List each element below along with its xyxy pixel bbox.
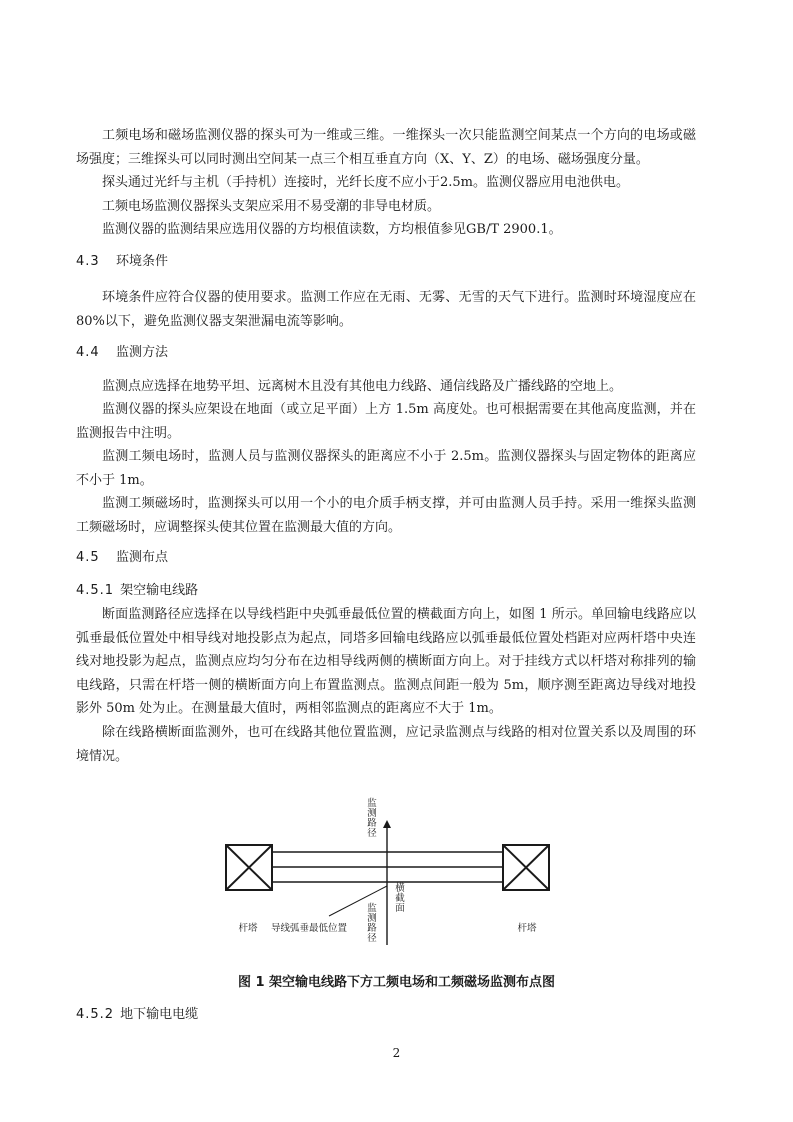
section-title: 监测布点 bbox=[116, 550, 169, 565]
tower-right-icon bbox=[503, 845, 549, 890]
figure-1-diagram bbox=[0, 790, 793, 960]
paragraph-rms-reading: 监测仪器的监测结果应选用仪器的方均根值读数，方均根值参见GB/T 2900.1。 bbox=[102, 222, 562, 237]
paragraph-electric-field: 监测工频电场时，监测人员与监测仪器探头的距离应不小于 2.5m。监测仪器探头与固定物体的距离应不小于 1m。 bbox=[76, 449, 696, 488]
page-number: 2 bbox=[392, 1046, 401, 1060]
tower-left-icon bbox=[226, 845, 272, 890]
paragraph-site-selection: 监测点应选择在地势平坦、远离树木且没有其他电力线路、通信线路及广播线路的空地上。 bbox=[102, 379, 623, 394]
paragraph-environment: 环境条件应符合仪器的使用要求。监测工作应在无雨、无雾、无雪的天气下进行。监测时环境湿度应在 80%以下，避免监测仪器支架泄漏电流等影响。 bbox=[76, 290, 696, 329]
label-lowest-point: 导线弧垂最低位置 bbox=[270, 923, 348, 934]
section-heading-4-5 bbox=[76, 549, 168, 567]
paragraph-probe-support: 工频电场监测仪器探头支架应采用不易受潮的非导电材质。 bbox=[102, 199, 441, 214]
section-title: 环境条件 bbox=[116, 254, 169, 269]
section-title: 监测方法 bbox=[116, 345, 169, 360]
section-heading-4-4 bbox=[76, 344, 168, 362]
paragraph-cross-section-path: 断面监测路径应选择在以导线档距中央弧垂最低位置的横截面方向上，如图 1 所示。单回输电线路应以弧垂最低位置处中相导线对地投影点为起点，同塔多回输电线路应以弧垂最低位置处档距对应两杆塔中央连线对地投影为起点，监测点应均匀分布在边相导线两侧的横断面方向上。对于挂线方式以杆塔对称排列的输电线路，只需在杆塔一侧的横断面方向上布置监测点。监测点间距一般为 5m，顺序测至距离边导线对地投影外 50m 处为止。在测量最大值时，两相邻监测点的距离应不大于 1m。 bbox=[76, 607, 696, 716]
figure-caption: 图 1 架空输电线路下方工频电场和工频磁场监测布点图 bbox=[237, 975, 556, 990]
subsection-title: 架空输电线路 bbox=[120, 583, 199, 598]
paragraph-probe-height: 监测仪器的探头应架设在地面（或立足平面）上方 1.5m 高度处。也可根据需要在其他高度监测，并在监测报告中注明。 bbox=[76, 402, 696, 441]
paragraph-fiber-length: 探头通过光纤与主机（手持机）连接时，光纤长度不应小于2.5m。监测仪器应用电池供电。 bbox=[102, 175, 630, 190]
subsection-number: 4.5.2 bbox=[76, 1007, 115, 1022]
label-path-top: 监测路径 bbox=[367, 798, 377, 839]
paragraph-probe-dimensions: 工频电场和磁场监测仪器的探头可为一维或三维。一维探头一次只能监测空间某点一个方向的电场或磁场强度；三维探头可以同时测出空间某一点三个相互垂直方向（X、Y、Z）的电场、磁场强度分量。 bbox=[76, 128, 696, 167]
subsection-title: 地下输电电缆 bbox=[120, 1007, 199, 1022]
section-number: 4.3 bbox=[76, 254, 100, 269]
section-number: 4.5 bbox=[76, 550, 100, 565]
subsection-heading-4-5-1 bbox=[76, 582, 198, 600]
subsection-heading-4-5-2 bbox=[76, 1006, 198, 1024]
label-tower-right: 杆塔 bbox=[517, 923, 537, 934]
lowest-point-leader bbox=[329, 886, 387, 916]
paragraph-other-positions: 除在线路横断面监测外，也可在线路其他位置监测，应记录监测点与线路的相对位置关系以及周围的环境情况。 bbox=[76, 725, 696, 764]
subsection-number: 4.5.1 bbox=[76, 583, 115, 598]
label-cross-section: 横截面 bbox=[395, 883, 405, 914]
section-number: 4.4 bbox=[76, 345, 100, 360]
paragraph-magnetic-field: 监测工频磁场时，监测探头可以用一个小的电介质手柄支撑，并可由监测人员手持。采用一维探头监测工频磁场时，应调整探头使其位置在监测最大值的方向。 bbox=[76, 496, 696, 535]
section-heading-4-3 bbox=[76, 253, 168, 271]
label-tower-left: 杆塔 bbox=[238, 923, 258, 934]
label-path-bottom: 监测路径 bbox=[367, 903, 377, 944]
